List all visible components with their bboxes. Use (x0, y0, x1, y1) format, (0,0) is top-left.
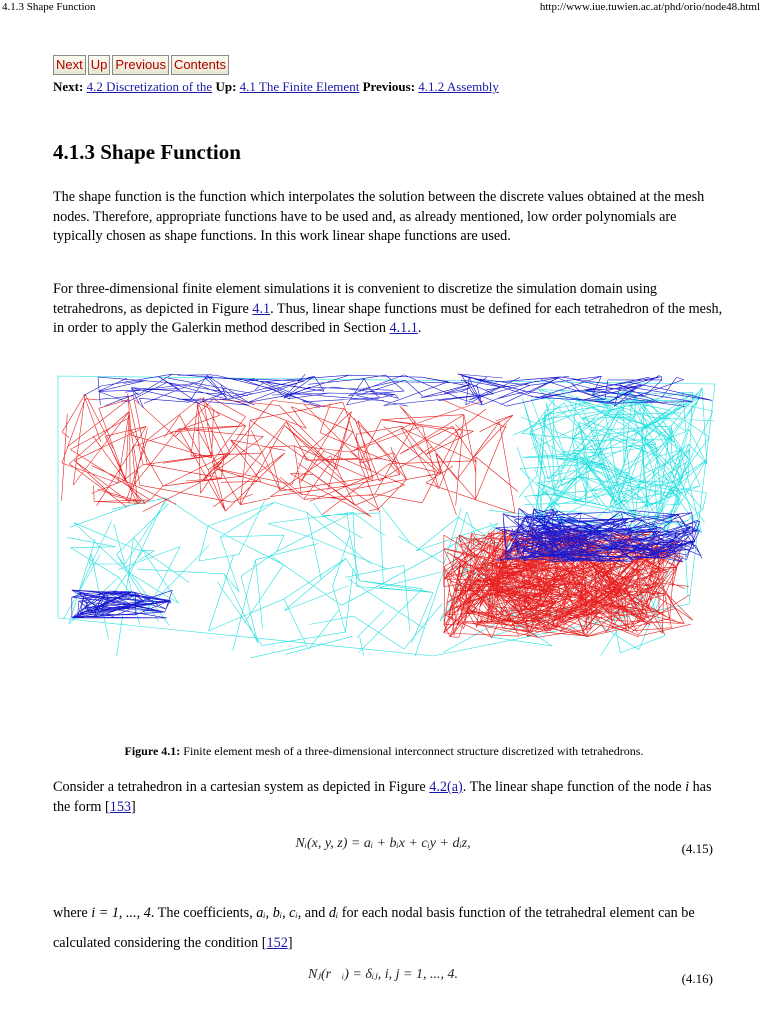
equation-body: Nᵢ(x, y, z) = aᵢ + bᵢx + cᵢy + dᵢz, (295, 836, 471, 851)
previous-link[interactable]: 4.1.2 Assembly (418, 79, 499, 94)
text: and (301, 905, 329, 921)
contents-button[interactable]: Contents (171, 55, 229, 75)
next-label: Next: (53, 79, 84, 94)
paragraph-coefficients (53, 898, 723, 958)
up-button[interactable]: Up (88, 55, 111, 75)
text: . The coefficients, (150, 905, 257, 921)
print-header-title: 4.1.3 Shape Function (2, 1, 96, 13)
caption-text: Finite element mesh of a three-dimensional interconnect structure discretized with tetrahedrons. (180, 744, 644, 758)
math-range: i = 1, ..., 4 (91, 905, 151, 921)
text: for each nodal basis function of the tetrahedral element can be calculated considering the condition [ (53, 905, 695, 951)
paragraph-intro: The shape function is the function which interpolates the solution between the discrete values obtained at the mesh nodes. Therefore, appropriate functions have to be used and, as already mentioned, low order polynomials are typically chosen as shape functions. In this work linear shape functions are used. (53, 189, 705, 245)
equation-number: (4.16) (681, 971, 713, 986)
up-label: Up: (215, 79, 237, 94)
previous-label: Previous: (362, 79, 416, 94)
text: Consider a tetrahedron in a cartesian system as depicted in Figure (53, 779, 430, 795)
paragraph-tetrahedrons (53, 280, 723, 339)
text: For three-dimensional finite element simulations it is convenient to discretize the simulation domain using tetrahedrons, as depicted in Figure (53, 281, 658, 317)
citation-link[interactable]: 153 (109, 798, 132, 815)
equation-body: Nⱼ(r⃗ᵢ) = δᵢⱼ, i, j = 1, ..., 4. (307, 967, 458, 982)
text: ] (287, 935, 293, 951)
text: . Thus, linear shape functions must be defined for each tetrahedron of the mesh, in order to apply the Galerkin method described in Section (53, 300, 723, 337)
nav-links (53, 79, 499, 95)
section-ref-link[interactable]: 4.1.1 (389, 320, 418, 337)
math-i: i (685, 779, 690, 795)
mesh-blue-left (72, 590, 173, 618)
print-header-url: http://www.iue.tuwien.ac.at/phd/orio/node48.html (539, 1, 760, 13)
page-title: 4.1.3 Shape Function (53, 140, 241, 164)
nav-buttons (53, 55, 229, 75)
text: . The linear shape function of the node (462, 779, 686, 795)
figure-ref-link[interactable]: 4.1 (252, 300, 271, 317)
mesh-red-upper (62, 394, 518, 517)
equation-4-16 (53, 966, 713, 992)
mesh-blue-top (84, 374, 713, 408)
text: has the form [ (53, 779, 712, 815)
citation-link[interactable]: 152 (266, 935, 288, 951)
print-header (0, 0, 768, 18)
mesh-figure (53, 368, 723, 740)
math-coeffs: aᵢ, bᵢ, cᵢ, (256, 905, 302, 921)
next-button[interactable]: Next (53, 55, 86, 75)
figure-caption (0, 744, 768, 759)
caption-label: Figure 4.1: (124, 744, 181, 758)
paragraph-tetra-cartesian (53, 778, 723, 817)
math-d: dᵢ (328, 905, 339, 921)
next-link[interactable]: 4.2 Discretization of the (86, 79, 213, 94)
text: where (53, 905, 92, 921)
text: ] (131, 798, 136, 815)
equation-number: (4.15) (681, 841, 713, 856)
figure-ref-link[interactable]: 4.2(a) (429, 779, 463, 795)
text: . (417, 320, 422, 337)
equation-4-15 (53, 836, 713, 862)
previous-button[interactable]: Previous (112, 55, 169, 75)
up-link[interactable]: 4.1 The Finite Element (239, 79, 360, 94)
